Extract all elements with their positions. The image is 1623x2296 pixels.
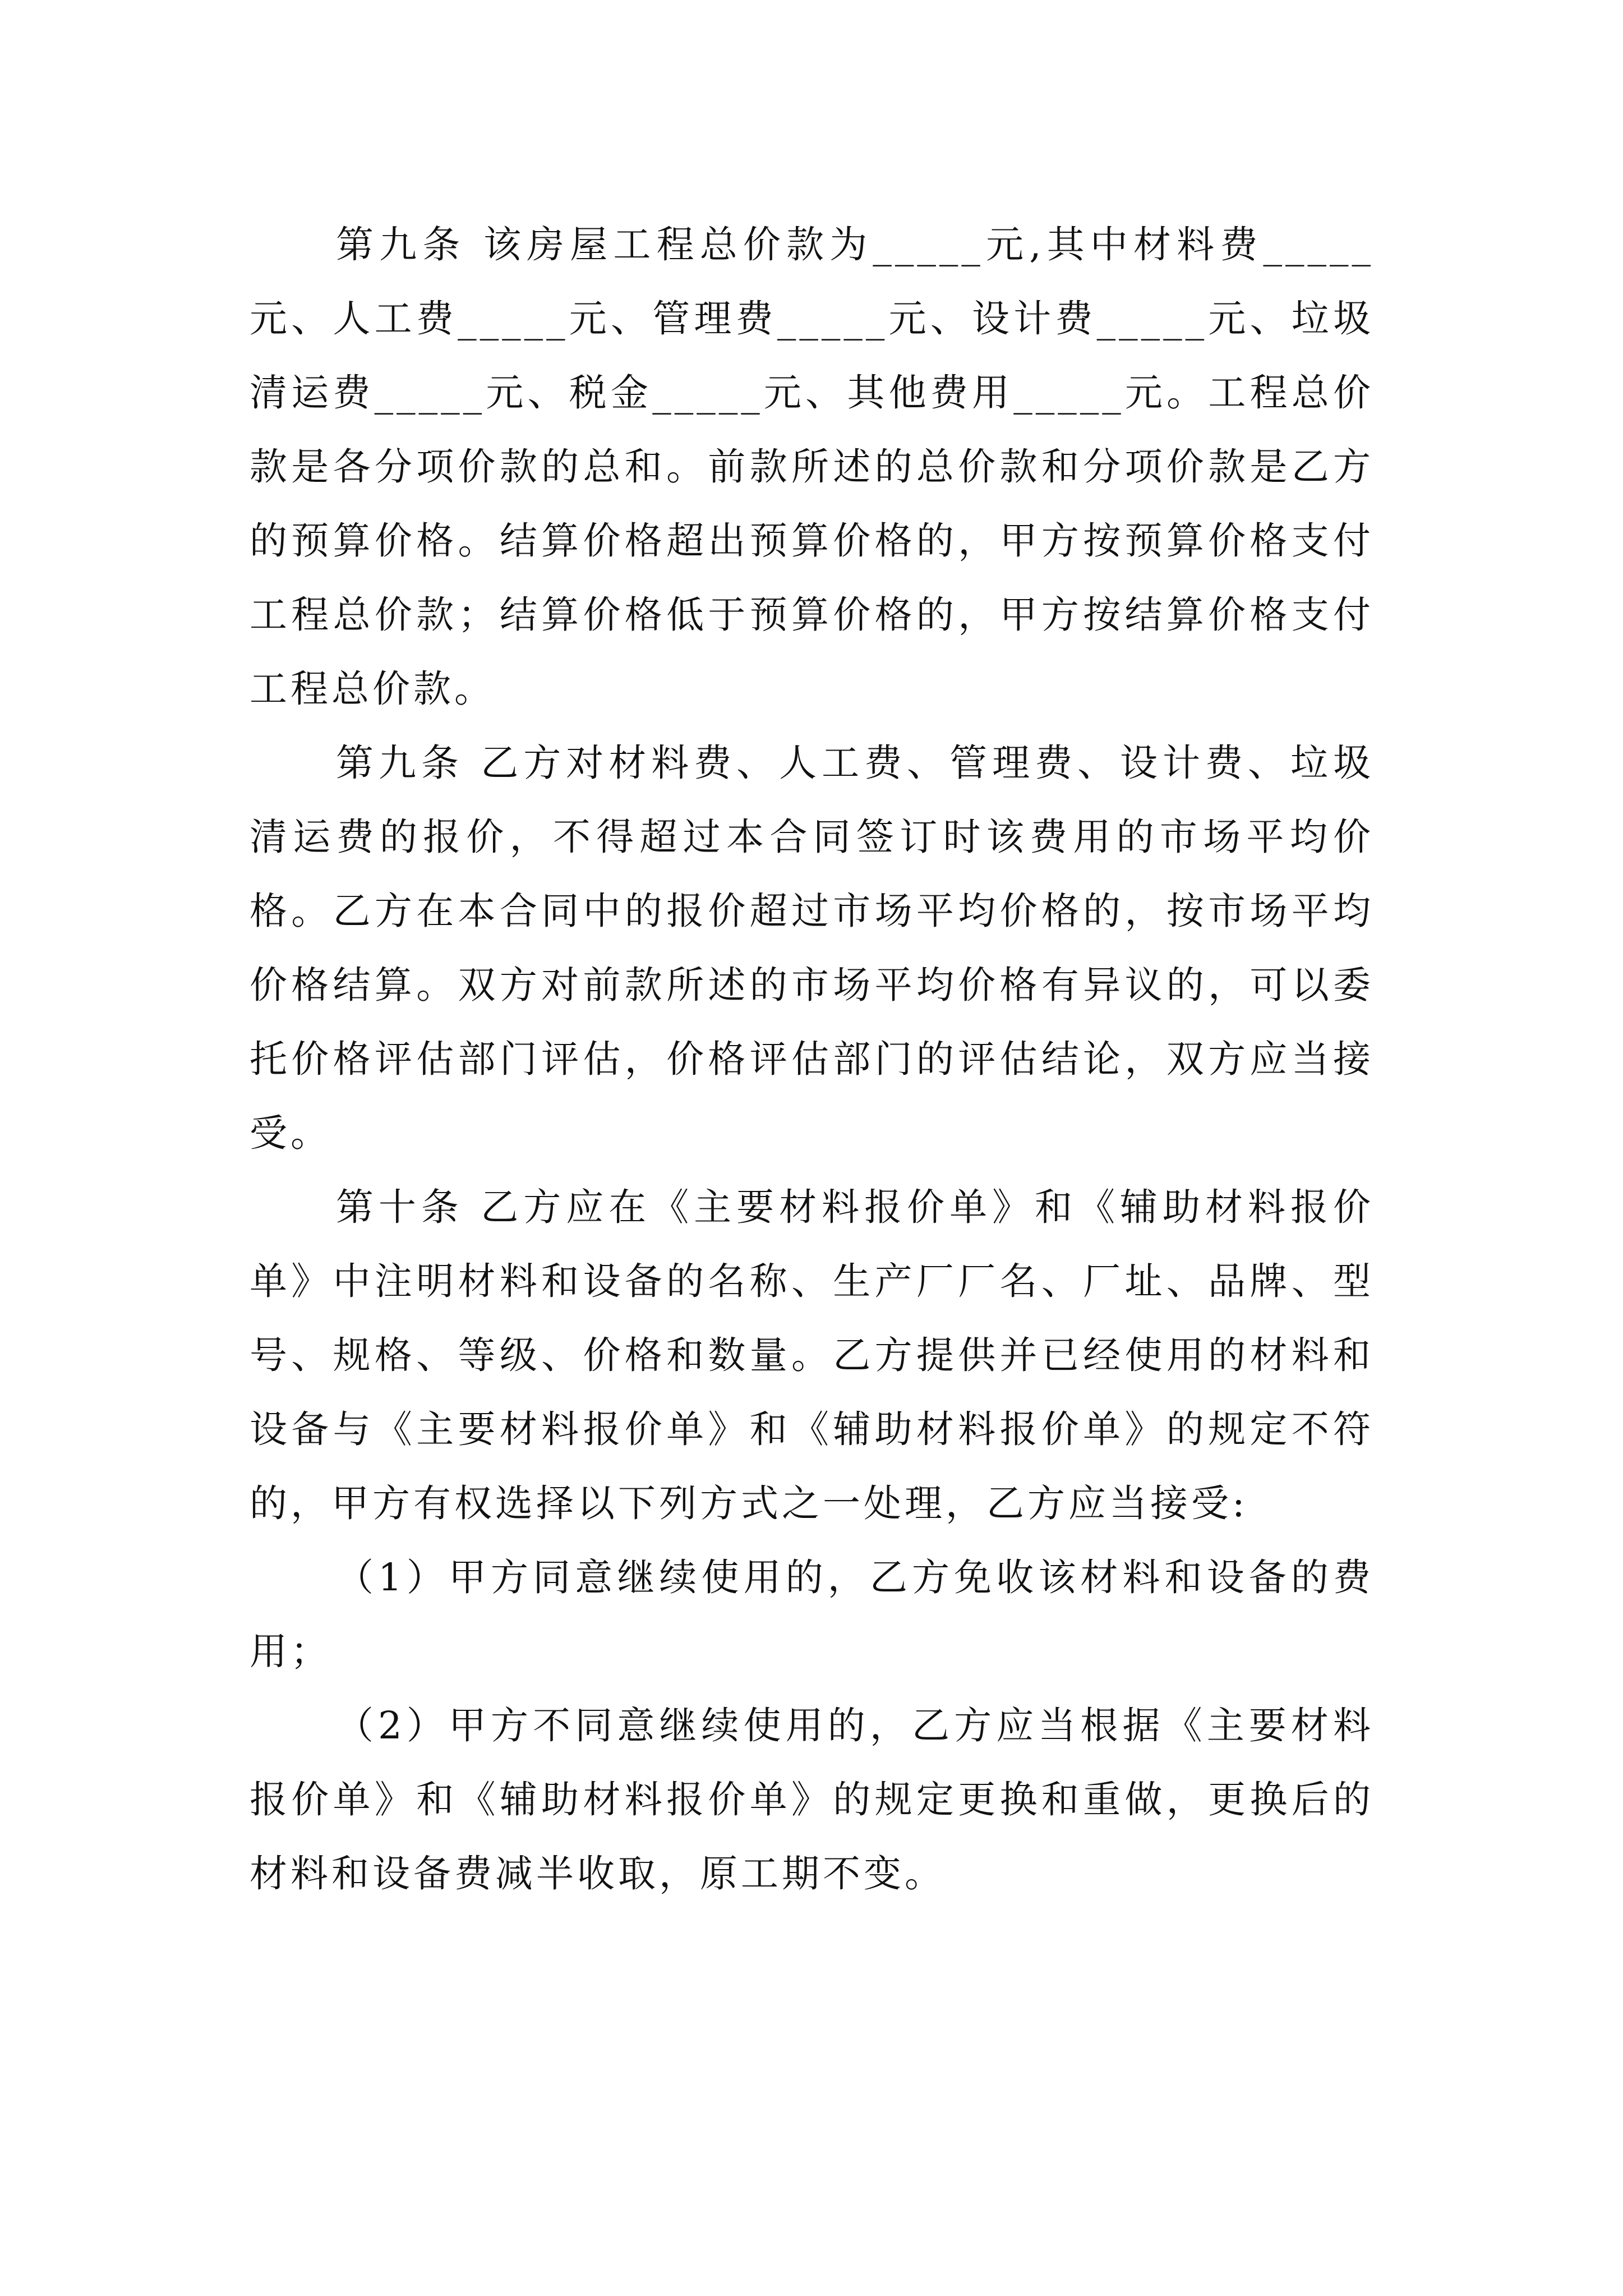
document-body: [250, 208, 1374, 1911]
clause-10-option-1: （1）甲方同意继续使用的，乙方免收该材料和设备的费用；: [250, 1556, 1374, 1673]
clause-9-total-price: 第九条 该房屋工程总价款为_____元,其中材料费_____元、人工费_____元、管理费_____元、设计费_____元、垃圾清运费_____元、税金_____元、其他费用_____元。工程总价款是各分项价款的总和。前款所述的总价款和分项价款是乙方的预算价格。结算价格超出预算价格的，甲方按预算价格支付工程总价款；结算价格低于预算价格的，甲方按结算价格支付工程总价款。: [250, 223, 1374, 711]
clause-10-option-2: （2）甲方不同意继续使用的，乙方应当根据《主要材料报价单》和《辅助材料报价单》的规定更换和重做，更换后的材料和设备费减半收取，原工期不变。: [250, 1704, 1374, 1895]
clause-10-material-list: 第十条 乙方应在《主要材料报价单》和《辅助材料报价单》中注明材料和设备的名称、生产厂厂名、厂址、品牌、型号、规格、等级、价格和数量。乙方提供并已经使用的材料和设备与《主要材料报价单》和《辅助材料报价单》的规定不符的，甲方有权选择以下列方式之一处理，乙方应当接受:: [250, 1185, 1374, 1525]
clause-9-quotation-limit: 第九条 乙方对材料费、人工费、管理费、设计费、垃圾清运费的报价，不得超过本合同签订时该费用的市场平均价格。乙方在本合同中的报价超过市场平均价格的，按市场平均价格结算。双方对前款所述的市场平均价格有异议的，可以委托价格评估部门评估，价格评估部门的评估结论，双方应当接受。: [250, 741, 1374, 1155]
